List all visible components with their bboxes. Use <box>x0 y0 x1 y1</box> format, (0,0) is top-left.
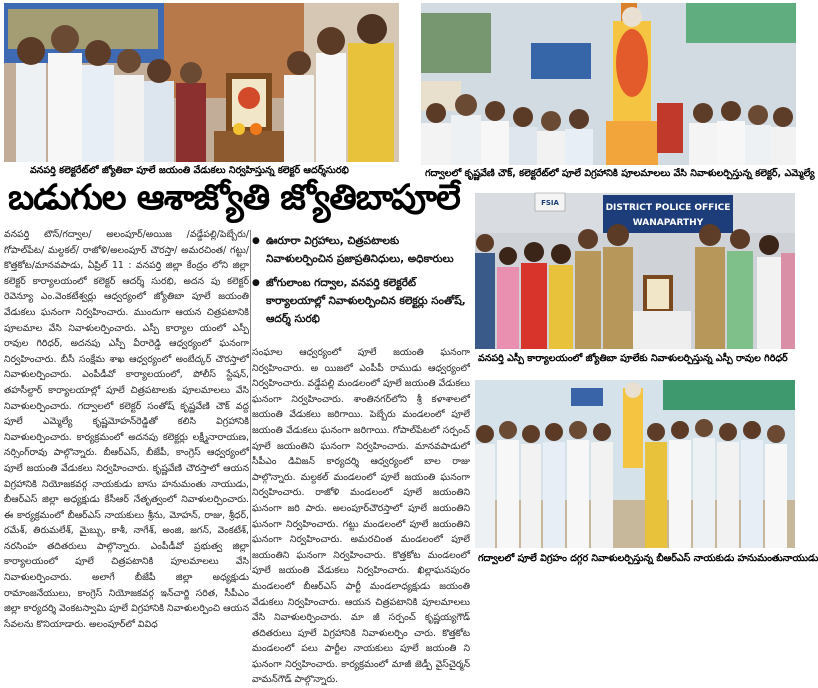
photo-scene <box>4 3 399 162</box>
highlight-item: ● జోగులాంబ గద్వాల, వనపర్తి కలెక్టరేట్‌ కార్యాలయాల్లో నివాళులర్పించిన కలెక్టర్లు సంతోష్‌, ఆదర్శ్‌ సురభి <box>252 274 468 328</box>
column-divider <box>250 230 251 570</box>
photo-gadwal-statue <box>421 3 796 165</box>
article-body-column-2 <box>252 345 470 688</box>
photo-collectorate-wanaparthy <box>4 3 399 162</box>
article-highlights <box>252 232 468 334</box>
photo-caption: గద్వాలలో పూలే విగ్రహం దగ్గర నివాళులర్పిస్తున్న బీఆర్‌ఎస్‌ నాయకుడు హనుమంతునాయుడు <box>478 553 818 564</box>
photo-sp-office <box>475 193 795 349</box>
highlight-item: ● ఊరూరా విగ్రహాలు, చిత్రపటాలకు నివాళులర్పించిన ప్రజాప్రతినిధులు, అధికారులు <box>252 232 468 268</box>
article-paragraph: సంఘాల ఆధ్వర్యంలో పూలే జయంతి ఘనంగా నిర్వహించారు. అ యిజలో ఎంపీపీ రాముడు ఆధ్వర్యంలో నిర్వహించారు. వడ్డేపల్లి మండలంలో పూలే జయంతి వేడుకలు ఘనంగా నిర్వహించారు. శాంతినగర్‌లోని శ్రీ కళాశాలలో జయంతి వేడుకలు జరిగాయి. పెబ్బేరు మండలంలో పూలే జయంతి వేడుకలు ఘనంగా జరిగాయి. గోపాల్‌పేటలో సర్పంచ్‌ పూలే జయంతిని ఘనంగా నిర్వహించారు. మానవపాడులో సీపీఎం డివిజన్‌ కార్యదర్శి ఆధ్వర్యంలో బాల రాజు పాల్గొన్నారు. మల్దకల్‌ మండలంలో పూలే జయంతి ఘనంగా నిర్వహించారు. రాజోళి మండలంలో పూలే జయంతిని ఘనంగా జరి పారు. అలంపూర్‌చౌరస్తాలో పూలే జయంతిని ఘనంగా నిర్వహించారు. గట్టు మండలంలో పూలే జయంతిని ఘనంగా నిర్వహించారు. అమరచింత మండలంలో పూలే జయంతిని ఘనంగా నిర్వహించారు. కొత్తకోట మండలంలో పూలే జయంతి వేడుకలు నిర్వహించారు. ఖిల్లాఘనపురం మండలంలో బీఆర్‌ఎస్‌ పార్టీ మండలాధ్యక్షుడు జయంతి వేడుకలు నిర్వహించారు. ఆయన చిత్రపటానికి పూలమాలలు వేసి నివాళులర్పించారు. మా జీ సర్పంచ్‌ కృష్ణయ్యగౌడ్‌ తదితరులు పూలే విగ్రహానికి నివాళులర్పిం చారు. కొత్తకోట మండలంలో పలు పార్టీల నాయకులు పూలే జయంతి ని ఘనంగా నిర్వహించారు. కార్యక్రమంలో మాజీ జెడ్పీ వైస్‌చైర్మన్‌ వామన్‌గౌడ్‌ పాల్గొన్నారు. <box>252 347 470 686</box>
photo-scene <box>475 380 795 548</box>
photo-caption: వనపర్తి కలెక్టరేట్‌లో జ్యోతిబా పూలే జయంతి వేడుకలు నిర్వహిస్తున్న కలెక్టర్‌ ఆదర్శ్‌సురభి <box>30 165 349 176</box>
article-body-column-1 <box>4 227 249 632</box>
sign-main-line-2: WANAPARTHY <box>632 218 704 228</box>
photo-brs-statue <box>475 380 795 548</box>
photo-caption: వనపర్తి ఎస్పీ కార్యాలయంలో జ్యోతిబా పూలేకు నివాళులర్పిస్తున్న ఎస్పీ రావుల గిరిధర్‌ <box>478 353 788 364</box>
article-paragraph: వనపర్తి టౌన్‌/గద్వాల/ అలంపూర్‌/అయిజ /వడ్డేపల్లి/పెబ్బేరు/ గోపాల్‌పేట/ మల్దకల్‌/ రాజోళి/అలంపూర్‌ చౌరస్తా/ అమరచింత/ గట్టు/కొత్తకోట/మానవపాడు, ఏప్రిల్‌ 11 : వనపర్తి జిల్లా కేంద్రం లోని జిల్లా కలెక్టర్‌ కార్యాలయంలో కలెక్టర్‌ ఆదర్శ్‌ సురభి, అదన పు కలెక్టర్‌ రెవెన్యూ ఎం.వెంకటేశ్వర్లు ఆధ్వర్యంలో జ్యోతిబా పూలే జయంతి వేడుకలు ఘనంగా నిర్వహించారు. ముందుగా ఆయన చిత్రపటానికి పూలమాల వేసి నివాళులర్పించారు. ఎస్పీ కార్యాల యంలో ఎస్పీ రావుల గిరిధర్‌, అదనపు ఎస్పీ వీరారెడ్డి ఆధ్వర్యంలో ఘనంగా నిర్వహించారు. బీసీ సంక్షేమ శాఖ ఆధ్వర్యంలో అంబేద్కర్‌ చౌరస్తాలో నివాళులర్పించారు. ఎంపీడీవో కార్యాలయంలో, పోలీస్‌ స్టేషన్‌, తహసీల్దార్‌ కార్యాలయాల్లో పూలే చిత్రపటాలకు పూలమాలలు వేసి నివాళులర్పించారు. గద్వాలలో కలెక్టర్‌ సంతోష్‌ కృష్ణవేణి చౌక్‌ వద్ద పూలే ఎమ్మెల్యే కృష్ణమోహన్‌రెడ్డితో కలిసి విగ్రహానికి నివాళులర్పించారు. కార్యక్రమంలో అదనపు కలెక్టర్లు లక్ష్మీనారాయణ, నర్సింగ్‌రావు పాల్గొన్నారు. బీఆర్‌ఎస్‌, బీజేపీ, కాంగ్రెస్‌ ఆధ్వర్యంలో పూలే జయంతి వేడుకలు నిర్వహించారు. కృష్ణవేణి చౌరస్తాలో ఆయన విగ్రహానికి నియోజకవర్గ నాయకుడు బాసు హనుమంతు నాయుడు, బీఆర్‌ఎస్‌ జిల్లా అధ్యక్షుడు కేసీఆర్‌ నేతృత్వంలో నివాళులర్పించారు. ఈ కార్యక్రమంలో బీఆర్‌ఎస్‌ నాయకులు శ్రీను, మోహన్‌, రాజు, శ్రీధర్‌, రమేశ్‌, తిరుమలేశ్‌, మైబ్బు, కాశీ, నాగేశ్‌, అంజి, జగన్‌, వెంకటేశ్‌, నరసింహ తదితరులు పాల్గొన్నారు. ఎంపీడీవో ప్రభుత్వ జిల్లా కార్యాలయంలో పూలే చిత్రపటానికి పూలమాలలు వేసి నివాళులర్పించారు. అలాగే బీజేపీ జిల్లా అధ్యక్షుడు రామాంజనేయులు, కాంగ్రెస్‌ నియోజకవర్గ ఇన్‌చార్జి సరిత, సీపీఎం జిల్లా కార్యదర్శి వెంకటస్వామి పూలే విగ్రహానికి నివాళులర్పించి ఆయన సేవలను కొనియాడారు. అలంపూర్‌లో వివిధ <box>4 229 249 630</box>
photo-scene <box>475 193 795 349</box>
sign-small: FSIA <box>541 199 559 207</box>
photo-scene <box>421 3 796 165</box>
photo-caption: గద్వాలలో కృష్ణవేణి చౌక్‌, కలెక్టరేట్‌లో పూలే విగ్రహానికి పూలమాలలు వేసి నివాళులర్పిస్తున్న కలెక్టర్‌, ఎమ్మెల్యే <box>425 168 815 179</box>
sign-main-line-1: DISTRICT POLICE OFFICE <box>605 203 731 213</box>
article-headline: బడుగుల ఆశాజ్యోతి జ్యోతిబాపూలే <box>8 178 460 218</box>
